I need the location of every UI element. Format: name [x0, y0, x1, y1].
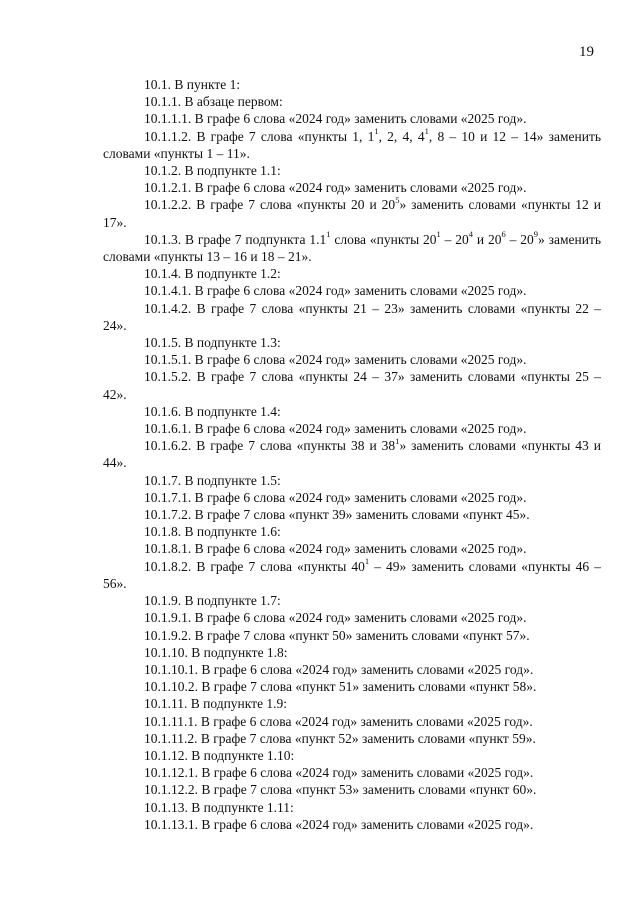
paragraph: 10.1.1.2. В графе 7 слова «пункты 1, $1^1$, 2, 4, $4^1$, 8 – 10 и 12 – 14» заменить словами «пункты 1 – 11».: [103, 126, 602, 161]
paragraph: 10.1.12.2. В графе 7 слова «пункт 53» заменить словами «пункт 60».: [144, 782, 537, 798]
paragraph: 10.1.8.2. В графе 7 слова «пункты $40^1 - 49$» заменить словами «пункты 46 – 56».: [103, 556, 601, 591]
paragraph: 10.1.1. В абзаце первом:: [144, 94, 283, 110]
paragraph: 10.1.5.1. В графе 6 слова «2024 год» заменить словами «2025 год».: [144, 352, 527, 368]
paragraph: 10.1.7. В подпункте 1.5:: [144, 472, 281, 488]
paragraph: 10.1.2. В подпункте 1.1:: [144, 163, 281, 179]
paragraph: 10.1.5. В подпункте 1.3:: [144, 335, 281, 351]
paragraph: 10.1.13. В подпункте 1.11:: [144, 799, 294, 815]
paragraph: 10.1.9. В подпункте 1.7:: [144, 593, 281, 609]
document-body: [103, 76, 601, 833]
paragraph: 10.1.11.2. В графе 7 слова «пункт 52» заменить словами «пункт 59».: [144, 730, 536, 746]
paragraph: 10.1.2.1. В графе 6 слова «2024 год» заменить словами «2025 год».: [144, 180, 527, 196]
paragraph: 10.1.8.1. В графе 6 слова «2024 год» заменить словами «2025 год».: [144, 541, 527, 557]
paragraph: 10.1.7.2. В графе 7 слова «пункт 39» заменить словами «пункт 45».: [144, 507, 530, 523]
paragraph: 10.1.7.1. В графе 6 слова «2024 год» заменить словами «2025 год».: [144, 489, 527, 505]
paragraph: 10.1.10.2. В графе 7 слова «пункт 51» заменить словами «пункт 58».: [144, 679, 537, 695]
paragraph: 10.1.6.2. В графе 7 слова «пункты 38 и $38^1$» заменить словами «пункты 43 и 44».: [103, 435, 601, 471]
paragraph: 10.1.11. В подпункте 1.9:: [144, 696, 288, 712]
paragraph: 10.1.2.2. В графе 7 слова «пункты 20 и $20^5$» заменить словами «пункты 12 и 17».: [103, 194, 601, 230]
paragraph: 10.1. В пункте 1:: [144, 77, 241, 92]
paragraph: 10.1.4.1. В графе 6 слова «2024 год» заменить словами «2025 год».: [144, 283, 527, 299]
paragraph: 10.1.1.1. В графе 6 слова «2024 год» заменить словами «2025 год».: [144, 111, 527, 127]
paragraph: 10.1.13.1. В графе 6 слова «2024 год» заменить словами «2025 год».: [144, 816, 534, 832]
paragraph: 10.1.6. В подпункте 1.4:: [144, 403, 281, 419]
paragraph: 10.1.3. В графе 7 подпункта $1.1^1$ слова «пункты $20^1 - 20^4$ и $20^6 - 20^9$» заменить словами «пункты 13 – 16 и 18 – 21».: [103, 229, 602, 265]
paragraph: 10.1.10. В подпункте 1.8:: [144, 644, 288, 660]
paragraph: 10.1.12. В подпункте 1.10:: [144, 747, 295, 763]
paragraph: 10.1.12.1. В графе 6 слова «2024 год» заменить словами «2025 год».: [144, 765, 534, 781]
paragraph: 10.1.8. В подпункте 1.6:: [144, 524, 281, 540]
paragraph: 10.1.11.1. В графе 6 слова «2024 год» заменить словами «2025 год».: [144, 713, 533, 729]
paragraph: 10.1.10.1. В графе 6 слова «2024 год» заменить словами «2025 год».: [144, 661, 534, 677]
paragraph: 10.1.4. В подпункте 1.2:: [144, 266, 281, 282]
page-number: 19: [579, 44, 594, 60]
paragraph: 10.1.5.2. В графе 7 слова «пункты 24 – 37» заменить словами «пункты 25 – 42».: [103, 369, 601, 402]
paragraph: 10.1.9.1. В графе 6 слова «2024 год» заменить словами «2025 год».: [144, 610, 527, 626]
paragraph: 10.1.4.2. В графе 7 слова «пункты 21 – 23» заменить словами «пункты 22 – 24».: [103, 300, 601, 333]
paragraph: 10.1.6.1. В графе 6 слова «2024 год» заменить словами «2025 год».: [144, 421, 527, 437]
paragraph: 10.1.9.2. В графе 7 слова «пункт 50» заменить словами «пункт 57».: [144, 627, 530, 643]
